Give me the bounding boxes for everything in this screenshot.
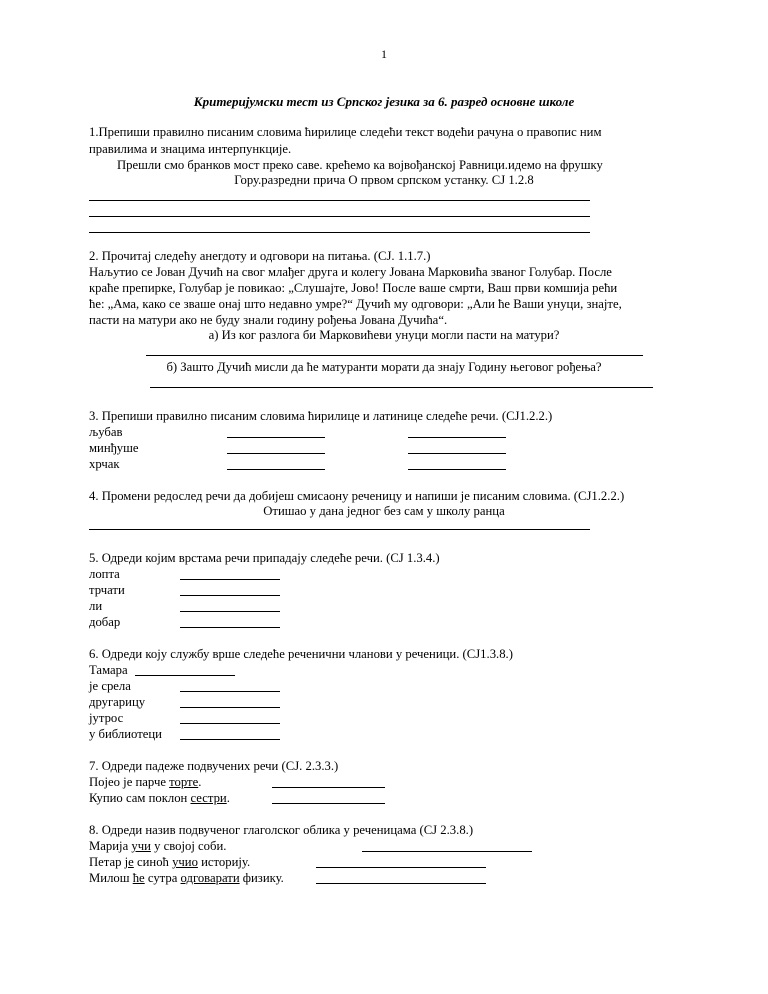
underlined-word: торте: [169, 775, 199, 789]
task2-answer-a[interactable]: [146, 355, 643, 356]
task5-blank-1[interactable]: [180, 579, 280, 580]
task4-answer-line[interactable]: [89, 529, 590, 530]
task1-answer-line-1[interactable]: [89, 200, 590, 201]
task3-heading: 3. Препиши правилно писаним словима ћирилице и латинице следеће речи. (CJ1.2.2.): [89, 409, 553, 423]
task6-word-3: другарицу: [89, 695, 146, 709]
task6-heading: 6. Одреди коју службу врше следеће реченични чланови у реченици. (CJ1.3.8.): [89, 647, 513, 661]
task8-blank-1[interactable]: [362, 851, 532, 852]
task1-text-line2: Гору.разредни прича О првом српском устанку. CJ 1.2.8: [234, 173, 534, 187]
task2-anecdote-line1: Наљутио се Јован Дучић на свог млађег друга и колегу Јована Марковића званог Голубар. После: [89, 265, 612, 279]
task3-latin-blank-3[interactable]: [408, 469, 506, 470]
task2-heading: 2. Прочитај следећу анегдоту и одговори на питања. (CJ. 1.1.7.): [89, 249, 431, 263]
task2-anecdote-line4: пасти на матури ако не буду знали годину рођења Јована Дучића“.: [89, 313, 448, 327]
task7-sentence-1: Појео је парче торте.: [89, 775, 202, 789]
task6-blank-4[interactable]: [180, 723, 280, 724]
underlined-verb: је: [124, 855, 134, 869]
task5-word-3: ли: [89, 599, 103, 613]
task5-heading: 5. Одреди којим врстама речи припадају следеће речи. (CJ 1.3.4.): [89, 551, 440, 565]
task2-answer-b[interactable]: [150, 387, 653, 388]
task5-word-1: лопта: [89, 567, 120, 581]
task8-blank-3[interactable]: [316, 883, 486, 884]
task3-cyrillic-blank-1[interactable]: [227, 437, 325, 438]
task7-heading: 7. Одреди падеже подвучених речи (CJ. 2.3.3.): [89, 759, 339, 773]
task5-blank-3[interactable]: [180, 611, 280, 612]
task5-blank-2[interactable]: [180, 595, 280, 596]
underlined-verb: учио: [172, 855, 198, 869]
task3-cyrillic-blank-3[interactable]: [227, 469, 325, 470]
task6-word-1: Тамара: [89, 663, 128, 677]
task6-word-2: је срела: [89, 679, 131, 693]
task7-blank-2[interactable]: [272, 803, 385, 804]
task4-heading: 4. Промени редослед речи да добијеш смисаону реченицу и напиши је писаним словима. (CJ1.2.2.): [89, 489, 625, 503]
underlined-verb: одговарати: [180, 871, 240, 885]
task3-latin-blank-2[interactable]: [408, 453, 506, 454]
task6-blank-2[interactable]: [180, 691, 280, 692]
task8-sentence-2: Петар је синоћ учио историју.: [89, 855, 251, 869]
task3-word-2: минђуше: [89, 441, 139, 455]
task8-sentence-3: Милош ће сутра одговарати физику.: [89, 871, 284, 885]
task1-answer-line-3[interactable]: [89, 232, 590, 233]
page-title: Критеријумски тест из Српског језика за 6. разред основне школе: [193, 94, 575, 109]
task3-word-3: хрчак: [89, 457, 120, 471]
task6-word-5: у библиотеци: [89, 727, 162, 741]
task5-blank-4[interactable]: [180, 627, 280, 628]
task2-question-b: б) Зашто Дучић мисли да ће матуранти морати да знају Годину његовог рођења?: [166, 360, 602, 374]
task2-anecdote-line2: краће препирке, Голубар је повикао: „Слушајте, Јово! После ваше смрти, Ваш први комшија рећи: [89, 281, 618, 295]
underlined-verb: учи: [131, 839, 151, 853]
task2-question-a: а) Из ког разлога би Марковићеви унуци могли пасти на матури?: [208, 328, 560, 342]
task3-cyrillic-blank-2[interactable]: [227, 453, 325, 454]
page-number: 1: [381, 47, 387, 61]
task6-word-4: јутрос: [89, 711, 124, 725]
task4-sentence: Отишао у дана једног без сам у школу ранца: [263, 504, 505, 518]
underlined-word: сестри: [190, 791, 227, 805]
task3-word-1: љубав: [89, 425, 123, 439]
task6-blank-3[interactable]: [180, 707, 280, 708]
underlined-verb: ће: [132, 871, 145, 885]
task6-blank-5[interactable]: [180, 739, 280, 740]
task8-sentence-1: Марија учи у својој соби.: [89, 839, 227, 853]
task5-word-4: добар: [89, 615, 121, 629]
task1-text-line1: Прешли смо бранков мост преко саве. крећемо ка војвођанској Равници.идемо на фрушку: [117, 158, 603, 172]
task1-instruction-line1: 1.Препиши правилно писаним словима ћирилице следећи текст водећи рачуна о правопис ним: [89, 125, 602, 139]
task1-instruction-line2: правилима и знацима интерпункције.: [89, 142, 292, 156]
task7-blank-1[interactable]: [272, 787, 385, 788]
task7-sentence-2: Купио сам поклон сестри.: [89, 791, 230, 805]
task1-answer-line-2[interactable]: [89, 216, 590, 217]
task6-blank-1[interactable]: [135, 675, 235, 676]
task8-blank-2[interactable]: [316, 867, 486, 868]
task3-latin-blank-1[interactable]: [408, 437, 506, 438]
task8-heading: 8. Одреди назив подвученог глаголског облика у реченицама (CJ 2.3.8.): [89, 823, 474, 837]
task2-anecdote-line3: ће: „Ама, како се зваше онај што недавно умре?“ Дучић му одговори: „Али ће Ваши унуци, знајте,: [89, 297, 622, 311]
task5-word-2: трчати: [89, 583, 125, 597]
